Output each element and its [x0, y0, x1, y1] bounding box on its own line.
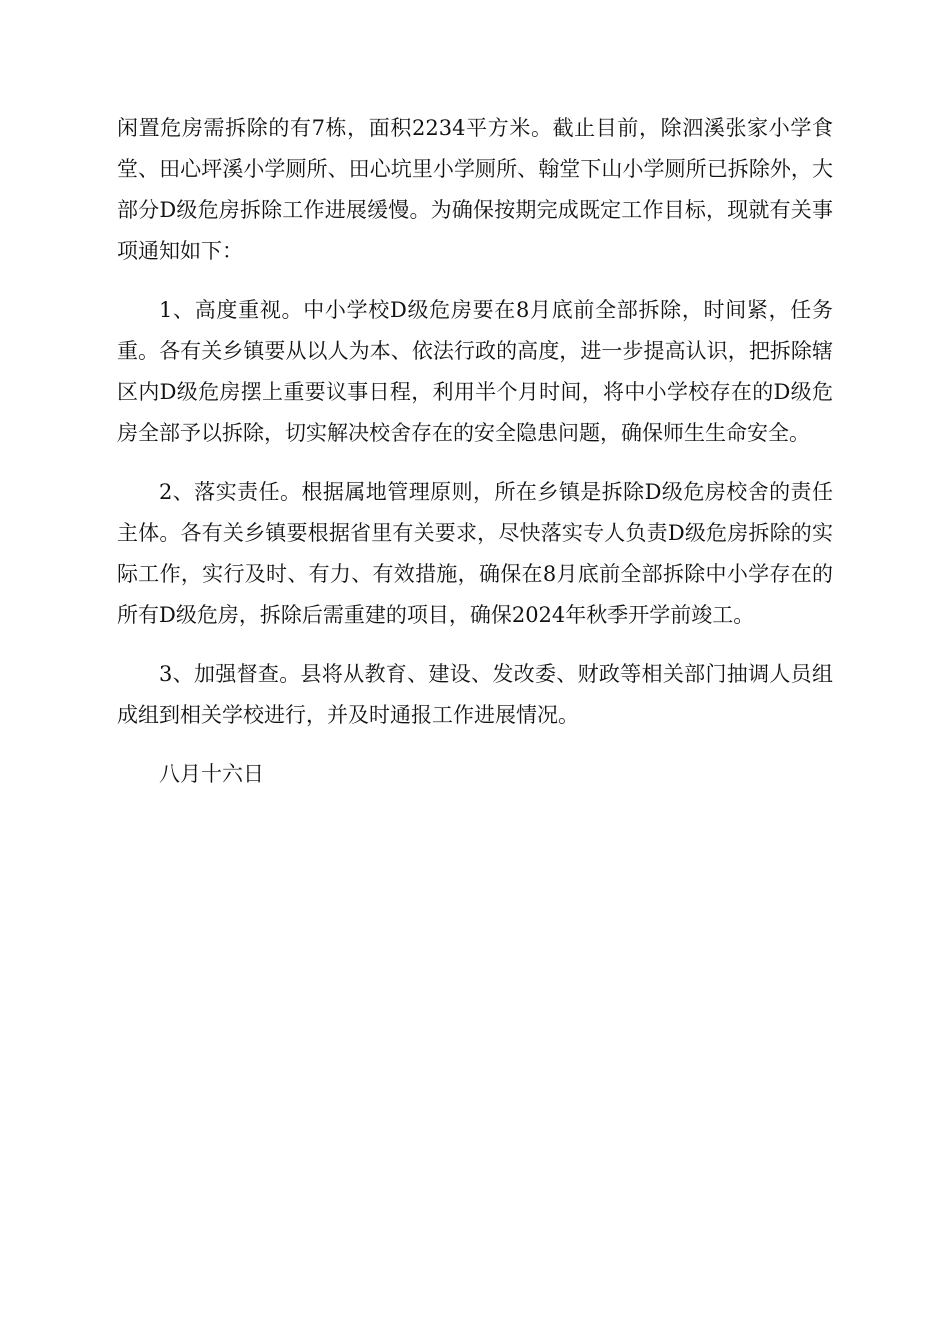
paragraph-item-3: 3、加强督查。县将从教育、建设、发改委、财政等相关部门抽调人员组成组到相关学校进行，并及时通报工作进展情况。: [117, 662, 833, 727]
document-page: [117, 108, 833, 795]
paragraph-item-2: 2、落实责任。根据属地管理原则，所在乡镇是拆除D级危房校舍的责任主体。各有关乡镇要根据省里有关要求，尽快落实专人负责D级危房拆除的实际工作，实行及时、有力、有效措施，确保在8月底前全部拆除中小学存在的所有D级危房，拆除后需重建的项目，确保2024年秋季开学前竣工。: [117, 480, 833, 627]
paragraph-item-1: 1、高度重视。中小学校D级危房要在8月底前全部拆除，时间紧，任务重。各有关乡镇要从以人为本、依法行政的高度，进一步提高认识，把拆除辖区内D级危房摆上重要议事日程，利用半个月时间，将中小学校存在的D级危房全部予以拆除，切实解决校舍存在的安全隐患问题，确保师生生命安全。: [117, 298, 833, 445]
paragraph-intro: 闲置危房需拆除的有7栋，面积2234平方米。截止目前，除泗溪张家小学食堂、田心坪溪小学厕所、田心坑里小学厕所、翰堂下山小学厕所已拆除外，大部分D级危房拆除工作进展缓慢。为确保按期完成既定工作目标，现就有关事项通知如下：: [117, 116, 833, 263]
document-date: 八月十六日: [159, 762, 264, 786]
